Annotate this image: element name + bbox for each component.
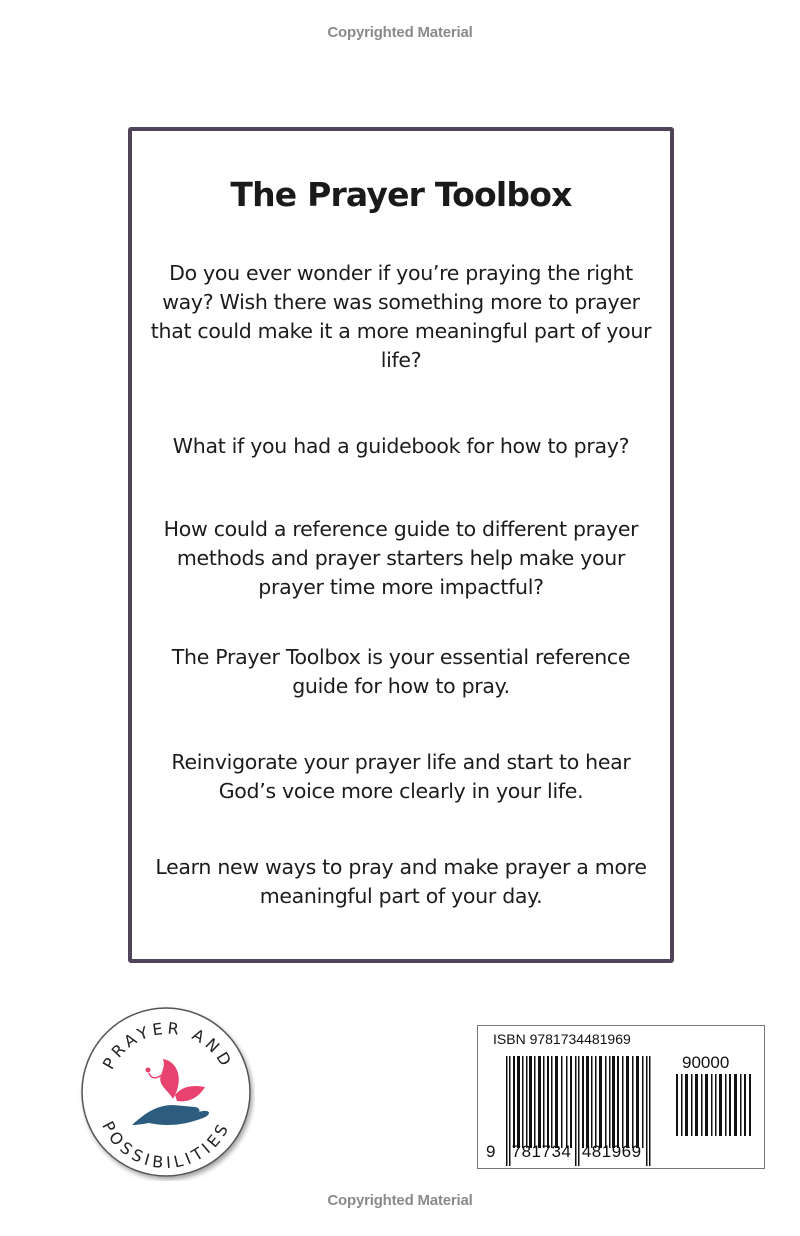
book-title: The Prayer Toolbox [230,175,572,214]
isbn-digit-first: 9 [486,1142,496,1161]
blurb-paragraph-3: How could a reference guide to different prayer methods and prayer starters help make your prayer time more impactful? [163,517,639,599]
isbn-digits-group1: 781734 [511,1142,572,1161]
barcode-bars-addon [676,1074,754,1136]
isbn-digits-group2: 481969 [581,1142,642,1161]
svg-text:PRAYER AND: PRAYER AND [98,1018,238,1073]
svg-text:POSSIBILITIES: POSSIBILITIES [98,1118,234,1173]
isbn-label: ISBN 9781734481969 [493,1031,631,1047]
blurb-paragraph-2: What if you had a guidebook for how to pray? [172,434,630,458]
blurb-paragraph-6: Learn new ways to pray and make prayer a more meaningful part of your day. [155,855,647,908]
publisher-logo [77,1003,255,1181]
blurb-paragraph-1: Do you ever wonder if you’re praying the right way? Wish there was something more to prayer that could make it a more meaningful part of your life? [150,261,652,372]
isbn-barcode [477,1025,765,1169]
copyright-watermark-top: Copyrighted Material [327,24,473,41]
isbn-digits [486,1142,642,1162]
price-code: 90000 [682,1053,730,1072]
description-frame [128,127,674,963]
copyright-watermark-bottom: Copyrighted Material [327,1192,473,1209]
hand-with-flower-icon [77,1003,255,1181]
blurb-paragraph-4: The Prayer Toolbox is your essential reference guide for how to pray. [171,645,631,698]
blurb-paragraph-5: Reinvigorate your prayer life and start to hear God’s voice more clearly in your life. [171,750,631,803]
